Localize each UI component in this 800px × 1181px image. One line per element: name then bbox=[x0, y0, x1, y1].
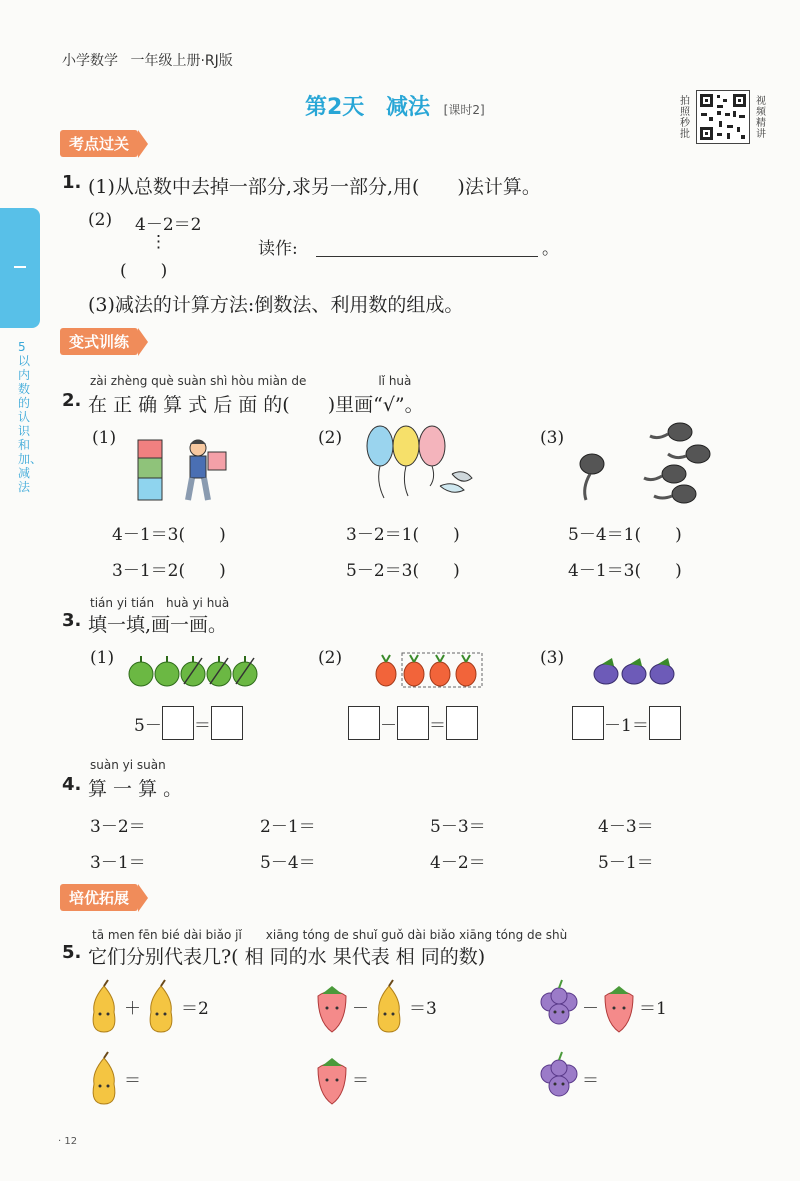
eggplants-picture bbox=[592, 652, 682, 688]
answer-box[interactable] bbox=[211, 706, 243, 740]
title-lesson: [课时2] bbox=[443, 103, 485, 117]
chapter-tab-mark bbox=[14, 266, 26, 268]
qr-code-icon[interactable] bbox=[696, 90, 750, 144]
section-badge-kaodian: 考点过关 bbox=[60, 130, 138, 157]
q1-part2-dots: ⋮ bbox=[150, 232, 167, 252]
pear-icon bbox=[84, 1050, 124, 1106]
q2-eq-3a[interactable]: 5－4＝1( ) bbox=[568, 525, 682, 545]
q5c-minus: － bbox=[582, 998, 599, 1019]
section-badge-peiyou: 培优拓展 bbox=[60, 884, 138, 911]
q4-item[interactable]: 3－2＝ bbox=[90, 817, 146, 837]
q3-eq2-equals: ＝ bbox=[429, 715, 446, 736]
qr-right-label: 视频精讲 bbox=[756, 96, 766, 140]
q2-text: 在 正 确 算 式 后 面 的( )里画“√”。 bbox=[88, 394, 424, 416]
q5-number: 5. bbox=[62, 942, 82, 963]
q1-part2-equation: 4－2＝2 bbox=[135, 215, 202, 235]
grape-icon bbox=[538, 978, 582, 1034]
q4-number: 4. bbox=[62, 774, 82, 795]
chapter-tab bbox=[0, 208, 40, 328]
q4-item[interactable]: 3－1＝ bbox=[90, 853, 146, 873]
q2-eq-2b[interactable]: 5－2＝3( ) bbox=[346, 561, 460, 581]
balloons-picture bbox=[364, 424, 484, 504]
title-day: 第2天 bbox=[305, 95, 365, 120]
q5-pinyin: tā men fēn bié dài biǎo jǐ xiāng tóng de shuǐ guǒ dài biǎo xiāng tóng de shù bbox=[92, 928, 568, 942]
q2-eq-1b[interactable]: 3－1＝2( ) bbox=[112, 561, 226, 581]
q5a-result: ＝2 bbox=[181, 998, 209, 1019]
q4-text: 算 一 算 。 bbox=[88, 778, 183, 800]
q3-eq-2 bbox=[348, 706, 478, 740]
q3-label-3: (3) bbox=[540, 648, 565, 668]
q5b-result: ＝3 bbox=[409, 998, 437, 1019]
q5-eq-a bbox=[84, 978, 209, 1034]
cubes-child-picture bbox=[128, 438, 238, 504]
q1-part1: (1)从总数中去掉一部分,求另一部分,用( )法计算。 bbox=[88, 176, 541, 198]
pear-icon bbox=[84, 978, 124, 1034]
q4-item[interactable]: 4－2＝ bbox=[430, 853, 486, 873]
q1-part2-label: (2) bbox=[88, 210, 113, 230]
q5-answer-grape[interactable] bbox=[538, 1050, 599, 1106]
q5-answer-pear[interactable] bbox=[84, 1050, 141, 1106]
q1-part2-read: 读作: bbox=[258, 239, 298, 259]
chapter-name: 5以内数的认识和加、减法 bbox=[18, 340, 43, 494]
q3-eq1-equals: ＝ bbox=[193, 715, 211, 736]
q5-answer-strawberry[interactable] bbox=[312, 1050, 369, 1106]
q4-item[interactable]: 2－1＝ bbox=[260, 817, 316, 837]
q4-item[interactable]: 4－3＝ bbox=[598, 817, 654, 837]
header-subject: 小学数学 bbox=[62, 53, 118, 69]
page-number: · 12 bbox=[58, 1136, 78, 1147]
pear-equals: ＝ bbox=[124, 1070, 141, 1091]
q3-text: 填一填,画一画。 bbox=[88, 614, 228, 636]
q3-eq3-mid: －1＝ bbox=[604, 715, 649, 736]
section-badge-bianshi: 变式训练 bbox=[60, 328, 138, 355]
q3-eq-3 bbox=[572, 706, 681, 740]
answer-box[interactable] bbox=[649, 706, 681, 740]
strawberry-equals: ＝ bbox=[352, 1070, 369, 1091]
strawberry-icon bbox=[312, 1050, 352, 1106]
q2-eq-1a[interactable]: 4－1＝3( ) bbox=[112, 525, 226, 545]
q3-eq-1 bbox=[134, 706, 243, 740]
header-book: 一年级上册·RJ版 bbox=[130, 53, 233, 69]
q5-eq-b bbox=[312, 978, 437, 1034]
page-title bbox=[305, 90, 485, 121]
q4-item[interactable]: 5－1＝ bbox=[598, 853, 654, 873]
q5-eq-c bbox=[538, 978, 667, 1034]
q2-pinyin: zài zhèng què suàn shì hòu miàn de lǐ huà bbox=[90, 374, 412, 388]
q1-part2-paren: ( ) bbox=[120, 261, 168, 281]
carrots-picture bbox=[372, 652, 484, 688]
q1-answer-line[interactable] bbox=[316, 256, 538, 257]
answer-box[interactable] bbox=[446, 706, 478, 740]
q4-item[interactable]: 5－3＝ bbox=[430, 817, 486, 837]
answer-box[interactable] bbox=[397, 706, 429, 740]
q2-label-3: (3) bbox=[540, 428, 565, 448]
title-topic: 减法 bbox=[385, 95, 430, 120]
q3-number: 3. bbox=[62, 610, 82, 631]
q5b-minus: － bbox=[352, 998, 369, 1019]
answer-box[interactable] bbox=[162, 706, 194, 740]
q3-label-2: (2) bbox=[318, 648, 343, 668]
q4-pinyin: suàn yi suàn bbox=[90, 758, 166, 772]
tadpoles-picture bbox=[572, 420, 712, 504]
q5c-result: ＝1 bbox=[639, 998, 667, 1019]
q1-part3: (3)减法的计算方法:倒数法、利用数的组成。 bbox=[88, 294, 464, 316]
q3-pinyin: tián yi tián huà yi huà bbox=[90, 596, 230, 610]
q1-number: 1. bbox=[62, 172, 82, 193]
q2-number: 2. bbox=[62, 390, 82, 411]
q3-eq1-prefix: 5－ bbox=[134, 715, 162, 736]
grape-icon bbox=[538, 1050, 582, 1106]
strawberry-icon bbox=[599, 978, 639, 1034]
header bbox=[62, 50, 233, 70]
q3-eq2-minus: － bbox=[380, 715, 397, 736]
strawberry-icon bbox=[312, 978, 352, 1034]
q2-eq-2a[interactable]: 3－2＝1( ) bbox=[346, 525, 460, 545]
q5-text: 它们分别代表几?( 相 同的水 果代表 相 同的数) bbox=[88, 946, 486, 968]
q2-label-1: (1) bbox=[92, 428, 117, 448]
qr-left-label: 拍照秒批 bbox=[680, 96, 690, 140]
q4-item[interactable]: 5－4＝ bbox=[260, 853, 316, 873]
q3-label-1: (1) bbox=[90, 648, 115, 668]
peppers-picture bbox=[128, 652, 262, 688]
answer-box[interactable] bbox=[572, 706, 604, 740]
q1-part2-end: 。 bbox=[542, 239, 559, 259]
q2-eq-3b[interactable]: 4－1＝3( ) bbox=[568, 561, 682, 581]
grape-equals: ＝ bbox=[582, 1070, 599, 1091]
q5a-plus: ＋ bbox=[124, 998, 141, 1019]
q2-label-2: (2) bbox=[318, 428, 343, 448]
pear-icon bbox=[369, 978, 409, 1034]
pear-icon bbox=[141, 978, 181, 1034]
answer-box[interactable] bbox=[348, 706, 380, 740]
